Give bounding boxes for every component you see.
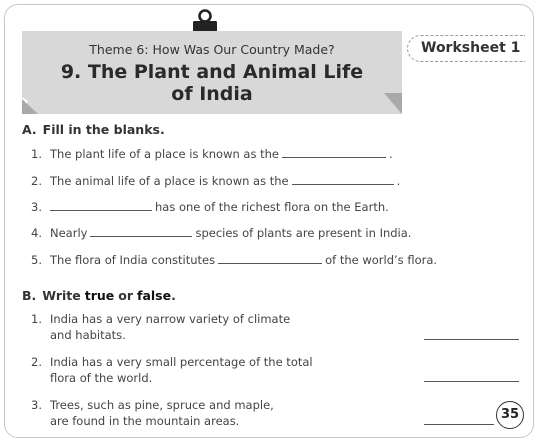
item-text-after: has one of the richest flora on the Earth. (155, 200, 389, 214)
section-b-write: Write (42, 288, 81, 303)
answer-blank[interactable] (90, 226, 192, 237)
section-b-false: false (137, 288, 172, 303)
item-line-1: India has a very narrow variety of climate (50, 312, 291, 326)
page-number: 35 (496, 401, 524, 429)
fill-blank-item-5 (31, 253, 437, 267)
answer-blank[interactable] (50, 200, 152, 211)
section-b-or: or (118, 288, 134, 303)
answer-line-2[interactable] (424, 381, 519, 382)
section-b-period: . (171, 288, 176, 303)
answer-blank[interactable] (282, 147, 386, 158)
section-a-heading (22, 122, 165, 137)
item-text-before: The flora of India constitutes (50, 253, 216, 267)
item-number: 1. (31, 147, 42, 161)
answer-line-3[interactable] (424, 424, 494, 425)
title-line-2: of India (171, 83, 253, 105)
fill-blank-item-4 (31, 226, 411, 240)
true-false-item-1 (31, 311, 290, 343)
true-false-item-2 (31, 354, 313, 386)
answer-blank[interactable] (292, 174, 394, 185)
item-text-after: . (396, 174, 401, 188)
section-a-letter: A. (22, 122, 37, 137)
answer-line-1[interactable] (424, 339, 519, 340)
section-b-true: true (84, 288, 115, 303)
item-text-before: The animal life of a place is known as the (50, 174, 289, 188)
item-line-2: are found in the mountain areas. (50, 414, 240, 428)
item-number: 3. (31, 200, 42, 214)
worksheet-label: Worksheet 1 (407, 35, 525, 62)
item-text-after: . (389, 147, 393, 161)
fill-blank-item-2 (31, 174, 400, 188)
fill-blank-item-1 (31, 147, 393, 161)
item-text-after: of the world’s flora. (325, 253, 438, 267)
fill-blank-item-3 (31, 200, 389, 214)
section-b-letter: B. (22, 288, 37, 303)
item-text-after: species of plants are present in India. (195, 226, 412, 240)
item-number: 3. (31, 398, 42, 412)
item-number: 5. (31, 253, 42, 267)
theme-heading: Theme 6: How Was Our Country Made? (89, 42, 335, 57)
item-line-1: India has a very small percentage of the total (50, 355, 313, 369)
item-text-before: Nearly (50, 226, 88, 240)
item-text-before: The plant life of a place is known as the (50, 147, 279, 161)
item-line-1: Trees, such as pine, spruce and maple, (50, 398, 274, 412)
section-b-heading (22, 288, 176, 303)
binder-clip-icon (187, 9, 223, 33)
true-false-item-3 (31, 397, 274, 429)
page-title (22, 61, 402, 105)
answer-blank[interactable] (218, 253, 322, 264)
item-number: 4. (31, 226, 42, 240)
item-line-2: and habitats. (50, 328, 126, 342)
section-a-title: Fill in the blanks. (42, 122, 165, 137)
item-line-2: flora of the world. (50, 371, 153, 385)
item-number: 1. (31, 312, 42, 326)
item-number: 2. (31, 355, 42, 369)
title-line-1: 9. The Plant and Animal Life (60, 61, 364, 83)
item-number: 2. (31, 174, 42, 188)
